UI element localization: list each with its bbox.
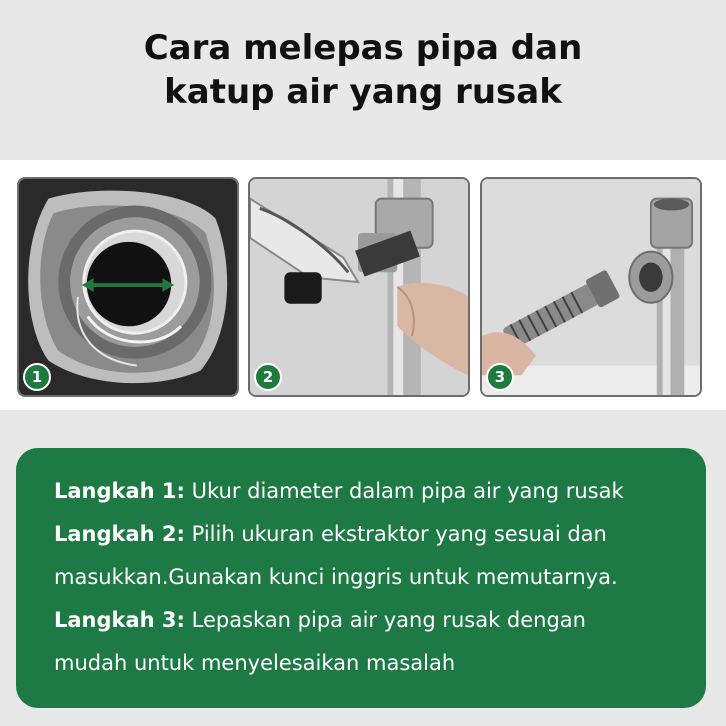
step-3-line-cont: mudah untuk menyelesaikan masalah [54,651,456,675]
title-band [0,0,726,160]
step-2-line-cont: masukkan.Gunakan kunci inggris untuk memutarnya. [54,565,618,589]
step-number-badge: 3 [486,363,514,391]
step-number-badge: 1 [23,363,51,391]
step-number-badge: 2 [254,363,282,391]
extracted-pipe-icon [482,179,700,395]
wrench-extractor-icon [250,179,468,395]
step-2-image [248,177,470,397]
title-line-2: katup air yang rusak [164,72,562,112]
pipe-inner-diameter-measure-icon [19,179,237,395]
step-3-label: Langkah 3: [54,608,185,632]
step-2-line [54,513,706,556]
step-1-image [17,177,239,397]
step-2-text: Pilih ukuran ekstraktor yang sesuai dan [184,522,607,546]
step-3-line [54,599,706,642]
step-3-text: Lepaskan pipa air yang rusak dengan [184,608,586,632]
step-1-label: Langkah 1: [54,479,185,503]
steps-box [16,448,706,708]
step-1-line [54,470,706,513]
step-1-text: Ukur diameter dalam pipa air yang rusak [184,479,624,503]
title-line-1: Cara melepas pipa dan [143,28,583,68]
step-3-image [480,177,702,397]
page-title [0,26,726,114]
step-2-label: Langkah 2: [54,522,185,546]
